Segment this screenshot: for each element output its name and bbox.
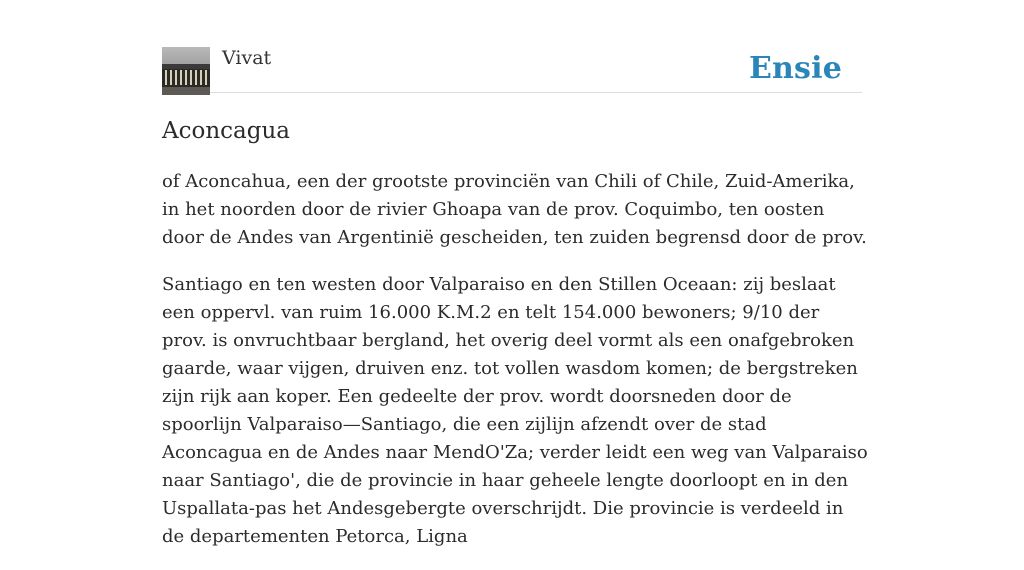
avatar[interactable] — [162, 47, 210, 95]
page-header — [162, 46, 862, 93]
article-paragraph: Santiago en ten westen door Valparaiso en den Stillen Oceaan: zij beslaat een oppervl. van ruim 16.000 K.M.2 en telt 154.000 bewoners; 9/10 der prov. is onvruchtbaar bergland, het overig deel vormt als een onafgebroken gaarde, waar vijgen, druiven enz. tot vollen wasdom komen; de bergstreken zijn rijk aan koper. Een gedeelte der prov. wordt doorsneden door de spoorlijn Valparaiso—Santiago, die een zijlijn afzendt over de stad Aconcagua en de Andes naar MendO'Za; verder leidt een weg van Valparaiso naar Santiago', die de provincie in haar geheele lengte doorloopt en in den Uspallata-pas het Andesgebergte overschrijdt. Die provincie is verdeeld in de departementen Petorca, Ligna — [162, 274, 868, 547]
article-body — [162, 168, 868, 570]
page-title: Aconcagua — [162, 118, 290, 144]
brand-logo[interactable]: Ensie — [748, 51, 842, 86]
author-name[interactable]: Vivat — [222, 47, 272, 69]
article-paragraph: of Aconcahua, een der grootste provinciën van Chili of Chile, Zuid-Amerika, in het noorden door de rivier Ghoapa van de prov. Coquimbo, ten oosten door de Andes van Argentinië gescheiden, ten zuiden begrensd door de prov. — [162, 171, 867, 248]
avatar-photo-icon — [162, 47, 210, 95]
